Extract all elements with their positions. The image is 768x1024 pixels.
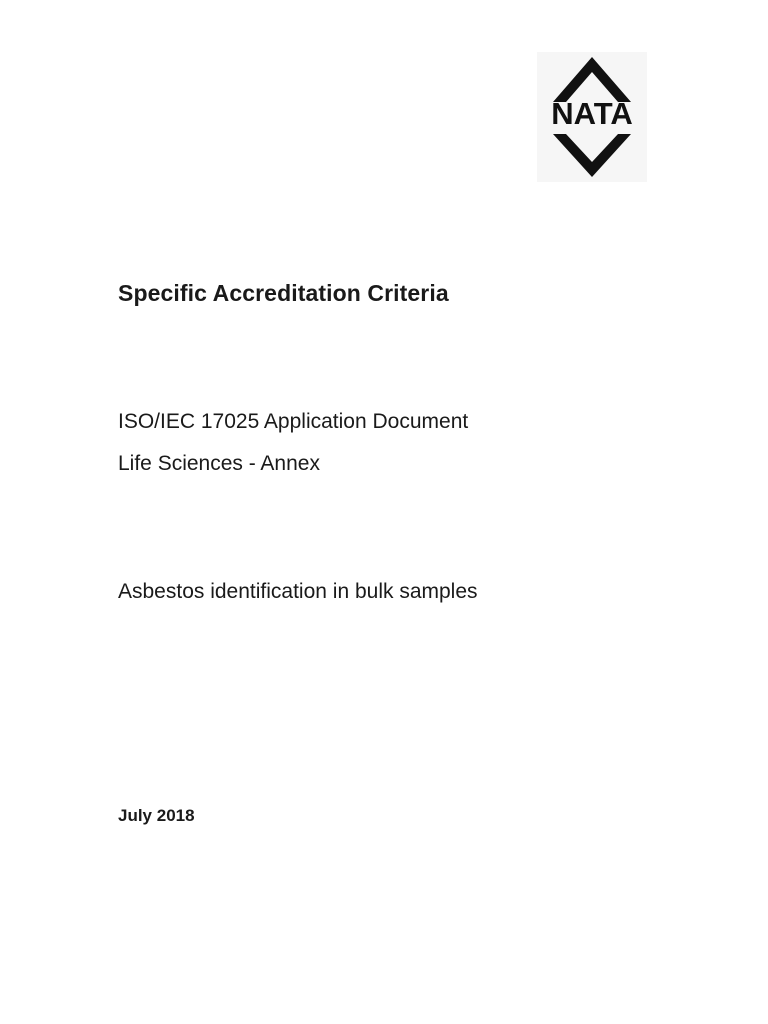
logo-text: NATA — [551, 96, 633, 131]
nata-logo — [537, 52, 647, 182]
annex-label: Life Sciences - Annex — [118, 452, 320, 475]
document-title: Specific Accreditation Criteria — [118, 280, 449, 306]
application-document-label: ISO/IEC 17025 Application Document — [118, 410, 469, 433]
document-topic: Asbestos identification in bulk samples — [118, 580, 478, 603]
publication-date: July 2018 — [118, 806, 195, 825]
